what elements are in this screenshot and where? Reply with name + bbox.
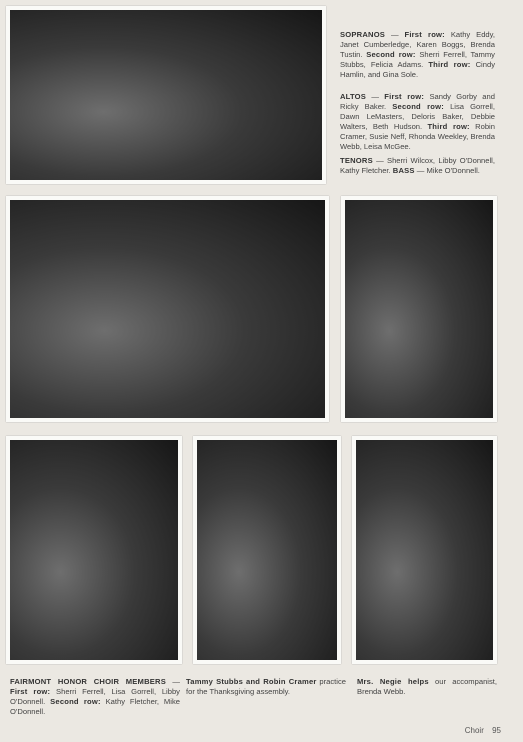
- caption-honor-row1-names: Sherri Ferrell, Lisa Gorrell, Libby O'Donnell.: [10, 687, 180, 706]
- caption-practice-text: practice for the Thanksgiving assembly.: [186, 677, 346, 696]
- page-number: 95: [492, 726, 501, 735]
- caption-practice: [186, 677, 346, 697]
- photo-honor-choir: [6, 436, 182, 664]
- caption-sopranos-row1-names: Kathy Eddy, Janet Cumberledge, Karen Boggs, Brenda Tustin.: [340, 30, 495, 59]
- caption-sopranos-row2-label: Second row:: [366, 50, 416, 59]
- caption-bass-names: Mike O'Donnell.: [426, 166, 480, 175]
- footer-section: Choir: [464, 726, 484, 735]
- caption-bass-label: BASS: [392, 166, 415, 175]
- caption-altos-row3-names: Robin Cramer, Susie Neff, Rhonda Weekley, Brenda Webb, Leisa McGee.: [340, 122, 495, 151]
- photo-sopranos: [6, 6, 326, 184]
- caption-tenors: TENORS — Sherri Wilcox, Libby O'Donnell, Kathy Fletcher. BASS — Mike O'Donnell.: [340, 156, 495, 175]
- photo-tenors: [341, 196, 497, 422]
- photo-accompanist: [352, 436, 497, 664]
- caption-altos-row1-names: Sandy Gorby and Ricky Baker.: [340, 92, 495, 111]
- caption-honor-row2-label: Second row:: [50, 697, 101, 706]
- photo-practice: [193, 436, 341, 664]
- photo-altos: [6, 196, 329, 422]
- caption-tenors-names: Sherri Wilcox, Libby O'Donnell, Kathy Fletcher.: [340, 156, 495, 175]
- caption-honor-choir: FAIRMONT HONOR CHOIR MEMBERS — First row: Sherri Ferrell, Lisa Gorrell, Libby O'Donnell. Second row: Kathy Fletcher, Mike O'Donnell.: [10, 677, 180, 716]
- caption-accompanist: [357, 677, 497, 697]
- caption-altos-row2-label: Second row:: [392, 102, 444, 111]
- caption-altos: ALTOS — First row: Sandy Gorby and Ricky Baker. Second row: Lisa Gorrell, Dawn LeMasters, Deloris Baker, Debbie Walters, Beth Hudson. Third row: Robin Cramer, Susie Neff, Rhonda Weekley, Brenda Webb, Leisa McGee.: [340, 92, 495, 151]
- caption-tenors-heading: TENORS: [340, 156, 373, 165]
- caption-altos-row1-label: First row:: [384, 92, 425, 101]
- caption-honor-row1-label: First row:: [10, 687, 51, 696]
- caption-negie-heading: Mrs. Negie helps: [357, 677, 429, 686]
- caption-honor-heading: FAIRMONT HONOR CHOIR MEMBERS: [10, 677, 166, 686]
- caption-practice-heading: Tammy Stubbs and Robin Cramer: [186, 677, 317, 686]
- caption-sopranos-heading: SOPRANOS: [340, 30, 386, 39]
- caption-sopranos-row3-label: Third row:: [428, 60, 471, 69]
- caption-sopranos-row2-names: Sherri Ferrell, Tammy Stubbs, Felicia Adams.: [340, 50, 495, 69]
- caption-sopranos-row1-label: First row:: [404, 30, 445, 39]
- caption-sopranos-row3-names: Cindy Hamlin, and Gina Sole.: [340, 60, 495, 79]
- page-footer: [459, 726, 501, 735]
- caption-altos-row3-label: Third row:: [427, 122, 470, 131]
- caption-altos-heading: ALTOS: [340, 92, 367, 101]
- caption-altos-row2-names: Lisa Gorrell, Dawn LeMasters, Deloris Baker, Debbie Walters, Beth Hudson.: [340, 102, 495, 131]
- caption-sopranos: SOPRANOS — First row: Kathy Eddy, Janet Cumberledge, Karen Boggs, Brenda Tustin. Second row: Sherri Ferrell, Tammy Stubbs, Felicia Adams. Third row: Cindy Hamlin, and Gina Sole.: [340, 30, 495, 79]
- caption-honor-row2-names: Kathy Fletcher, Mike O'Donnell.: [10, 697, 180, 716]
- caption-negie-text: our accompanist, Brenda Webb.: [357, 677, 497, 696]
